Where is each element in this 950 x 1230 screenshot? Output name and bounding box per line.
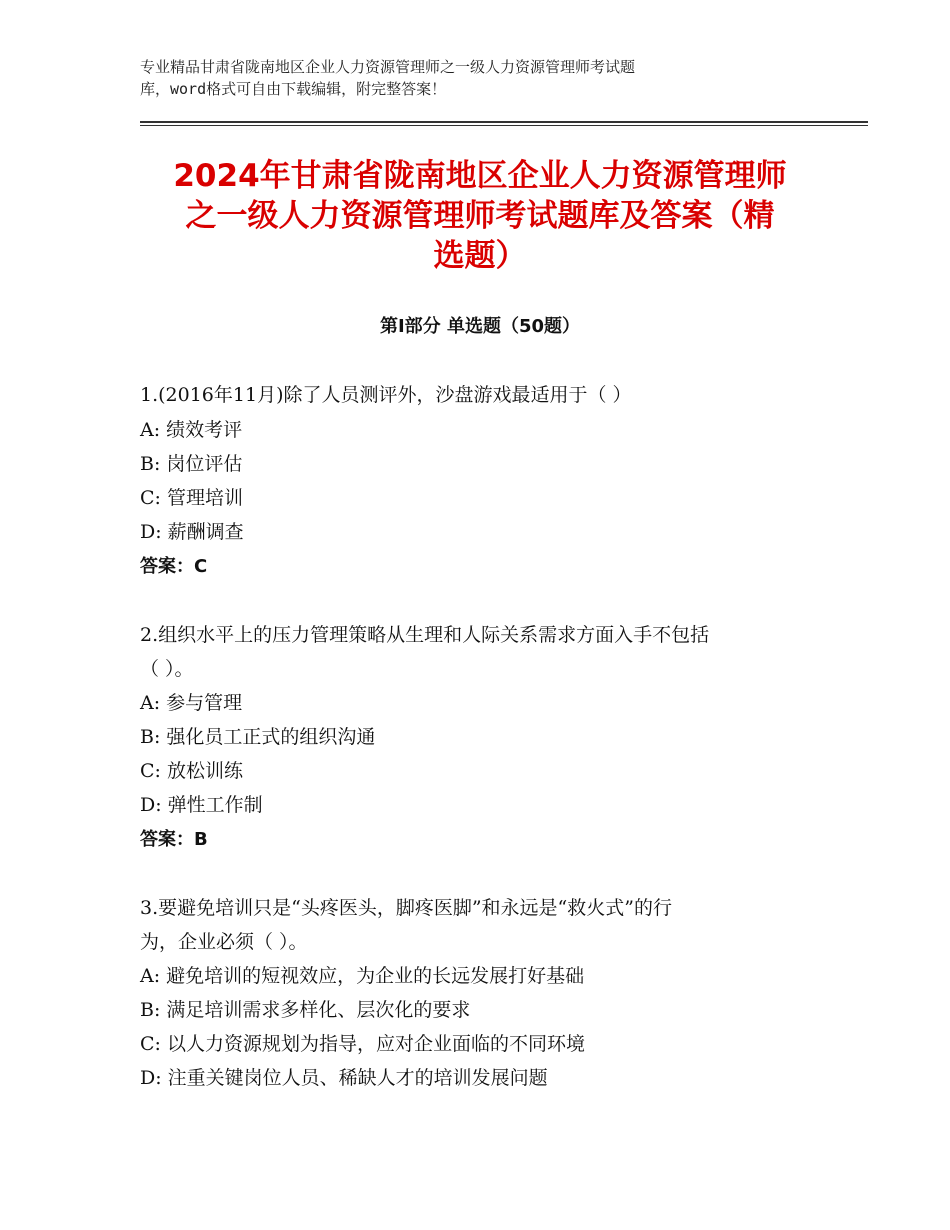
question-2-option-a: A: 参与管理	[140, 692, 243, 714]
question-1-option-b: B: 岗位评估	[140, 453, 243, 475]
header-line-1: 专业精品甘肃省陇南地区企业人力资源管理师之一级人力资源管理师考试题	[140, 58, 636, 76]
question-1-answer: 答案：C	[140, 556, 208, 577]
question-2-stem-line-2: （ ）。	[140, 658, 194, 680]
title-line-1: 2024年甘肃省陇南地区企业人力资源管理师	[173, 158, 787, 194]
section-title: 第Ⅰ部分 单选题（50题）	[379, 316, 580, 337]
header-divider-thick	[140, 121, 868, 123]
question-2-option-b: B: 强化员工正式的组织沟通	[140, 726, 376, 748]
question-3-option-b: B: 满足培训需求多样化、层次化的要求	[140, 999, 471, 1021]
title-line-3: 选题）	[433, 238, 527, 274]
question-3-option-d: D: 注重关键岗位人员、稀缺人才的培训发展问题	[140, 1067, 548, 1089]
document-title	[140, 156, 820, 276]
question-2-stem-line-1: 2.组织水平上的压力管理策略从生理和人际关系需求方面入手不包括	[140, 624, 710, 646]
question-2-answer: 答案：B	[140, 829, 208, 850]
question-3-stem-line-2: 为，企业必须（ ）。	[140, 931, 308, 953]
question-1-option-a: A: 绩效考评	[140, 419, 243, 441]
question-2-option-d: D: 弹性工作制	[140, 794, 263, 816]
header-line-2: 库，word格式可自由下载编辑，附完整答案！	[140, 80, 447, 98]
question-3-stem-line-1: 3.要避免培训只是“头疼医头，脚疼医脚”和永远是“救火式”的行	[140, 897, 672, 919]
header-divider-thin	[140, 125, 868, 126]
question-1-stem: 1.(2016年11月)除了人员测评外，沙盘游戏最适用于（ ）	[140, 384, 632, 406]
title-line-2: 之一级人力资源管理师考试题库及答案（精	[185, 198, 775, 234]
question-2-option-c: C: 放松训练	[140, 760, 243, 782]
question-1-option-c: C: 管理培训	[140, 487, 243, 509]
question-3-option-c: C: 以人力资源规划为指导，应对企业面临的不同环境	[140, 1033, 585, 1055]
question-3-option-a: A: 避免培训的短视效应，为企业的长远发展打好基础	[140, 965, 585, 987]
question-1-option-d: D: 薪酬调查	[140, 521, 244, 543]
document-header	[140, 56, 780, 100]
